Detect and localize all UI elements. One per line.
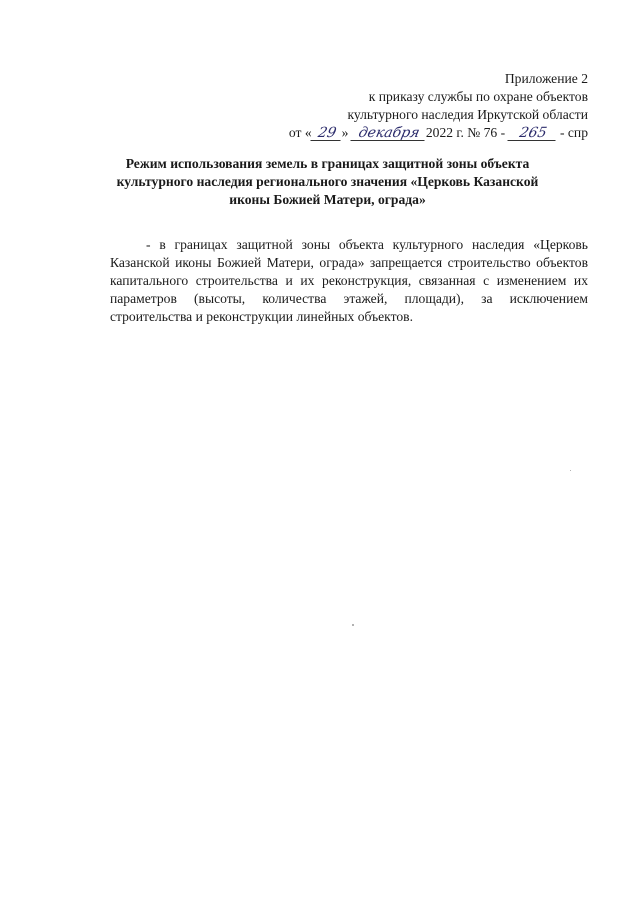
date-prefix: от « xyxy=(288,125,312,140)
appendix-number: Приложение 2 xyxy=(504,71,588,86)
paragraph-text: - в границах защитной зоны объекта культурного наследия «Церковь Казанской иконы Божией Матери, ограда» запрещается строительство объектов капитального строительства и их реконструкция, связанная с изменением их параметров (высоты, количества этажей, площади), за исключением строительства и реконструкции линейных объектов. xyxy=(110,237,588,324)
scan-speck xyxy=(570,470,571,471)
order-authority-line: культурного наследия Иркутской области xyxy=(347,107,588,122)
order-date-line xyxy=(289,124,588,142)
title-line-1: Режим использования земель в границах защитной зоны объекта xyxy=(125,156,530,171)
order-suffix: - спр xyxy=(559,125,588,140)
handwritten-month: декабря xyxy=(350,126,427,141)
appendix-header xyxy=(289,70,588,142)
title-line-3: иконы Божией Матери, ограда» xyxy=(229,192,426,207)
date-year-text: 2022 г. № 76 - xyxy=(425,125,506,140)
title-line-2: культурного наследия регионального значения «Церковь Казанской xyxy=(116,174,539,189)
order-reference-line: к приказу службы по охране объектов xyxy=(368,89,588,104)
regulation-paragraph xyxy=(110,236,588,326)
scan-speck xyxy=(352,624,354,626)
document-title xyxy=(100,155,555,209)
handwritten-day: 29 xyxy=(310,126,343,141)
date-quote-close: » xyxy=(341,125,349,140)
handwritten-order-number: 265 xyxy=(507,126,558,141)
